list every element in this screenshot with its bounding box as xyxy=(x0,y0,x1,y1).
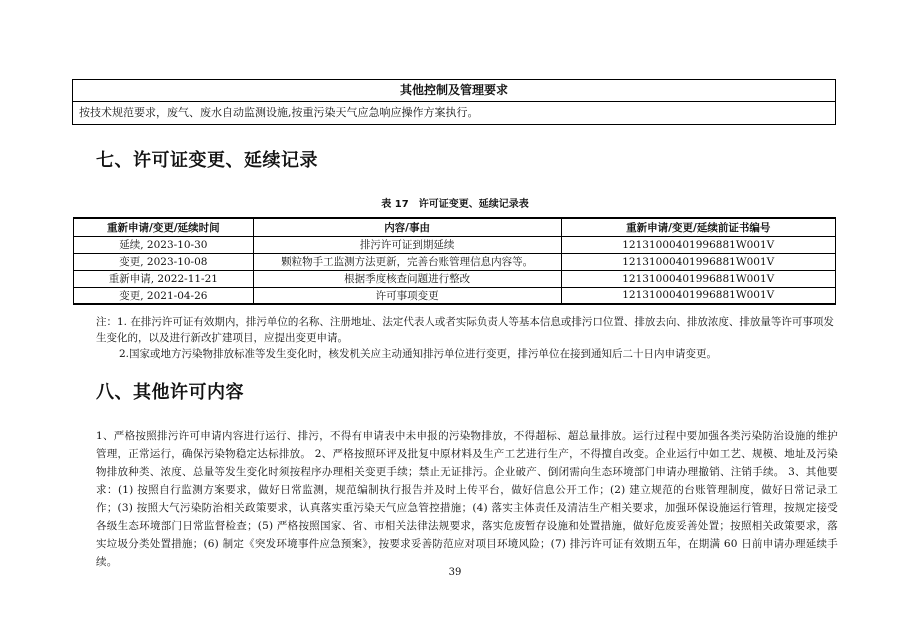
cell-cert-no: 12131000401996881W001V xyxy=(561,270,836,287)
table-row xyxy=(74,287,836,304)
cell-content: 排污许可证到期延续 xyxy=(253,236,561,253)
other-control-box xyxy=(72,79,836,125)
table-caption: 表 17 许可证变更、延续记录表 xyxy=(381,199,529,210)
cell-cert-no: 12131000401996881W001V xyxy=(561,253,836,270)
note-1: 注：1. 在排污许可证有效期内，排污单位的名称、注册地址、法定代表人或者实际负责人等基本信息或排污口位置、排放去向、排放浓度、排放量等许可事项发生变化的，以及进行新改扩建项目，应提出变更申请。 xyxy=(96,316,834,344)
column-header-time: 重新申请/变更/延续时间 xyxy=(74,218,254,236)
section-8-heading: 八、其他许可内容 xyxy=(96,382,244,403)
table-notes xyxy=(96,314,836,362)
license-change-table xyxy=(73,217,836,305)
table-header-row xyxy=(74,218,836,236)
cell-content: 颗粒物手工监测方法更新，完善台账管理信息内容等。 xyxy=(253,253,561,270)
cell-time: 重新申请, 2022-11-21 xyxy=(74,270,254,287)
table-row xyxy=(74,270,836,287)
cell-cert-no: 12131000401996881W001V xyxy=(561,287,836,304)
other-control-text: 按技术规范要求，废气、废水自动监测设施,按重污染天气应急响应操作方案执行。 xyxy=(79,106,479,119)
cell-time: 延续, 2023-10-30 xyxy=(74,236,254,253)
cell-cert-no: 121310004019968​81W001V xyxy=(561,236,836,253)
column-header-content: 内容/事由 xyxy=(253,218,561,236)
cell-time: 变更, 2021-04-26 xyxy=(74,287,254,304)
cell-content: 许可事项变更 xyxy=(253,287,561,304)
note-2: 2.国家或地方污染物排放标准等发生变化时，核发机关应主动通知排污单位进行变更，排污单位在接到通知后二十日内申请变更。 xyxy=(119,348,718,360)
cell-content: 根据季度核查问题进行整改 xyxy=(253,270,561,287)
table-row xyxy=(74,253,836,270)
cell-time: 变更, 2023-10-08 xyxy=(74,253,254,270)
other-control-title: 其他控制及管理要求 xyxy=(73,80,835,102)
column-header-cert-no: 重新申请/变更/延续前证书编号 xyxy=(561,218,836,236)
table-row xyxy=(74,236,836,253)
other-license-paragraph: 1、严格按照排污许可申请内容进行运行、排污，不得有申请表中未申报的污染物排放，不得超标、超总量排放。运行过程中要加强各类污染防治设施的维护管理，正常运行，确保污染物稳定达标排放。 2、严格按照环评及批复中原材料及生产工艺进行生产，不得擅自改变。企业运行中如工艺、规模、地址及污染物排放种类、浓度、总量等发生变化时须按程序办理相关变更手续；禁止无证排污。企业破产、倒闭需向生态环境部门申请办理撤销、注销手续。 3、其他要求：(1) 按照自行监测方案要求，做好日常监测，规范编制执行报告并及时上传平台，做好信息公开工作；(2) 建立规范的台账管理制度，做好日常记录工作；(3) 按照大气污染防治相关政策要求，认真落实重污染天气应急管控措施；(4) 落实主体责任及清洁生产相关要求，加强环保设施运行管理，按规定接受各级生态环境部门日常监督检查；(5) 严格按照国家、省、市相关法律法规要求，落实危废暂存设施和处置措施，做好危废妥善处置；按照相关政策要求，落实垃圾分类处置措施；(6) 制定《突发环境事件应急预案》，按要求妥善防范应对项目环境风险；(7) 排污许可证有效期五年，在期满 60 日前申请办理延续手续。 xyxy=(96,430,838,568)
section-7-heading: 七、许可证变更、延续记录 xyxy=(96,150,318,171)
page-number: 39 xyxy=(448,567,462,578)
